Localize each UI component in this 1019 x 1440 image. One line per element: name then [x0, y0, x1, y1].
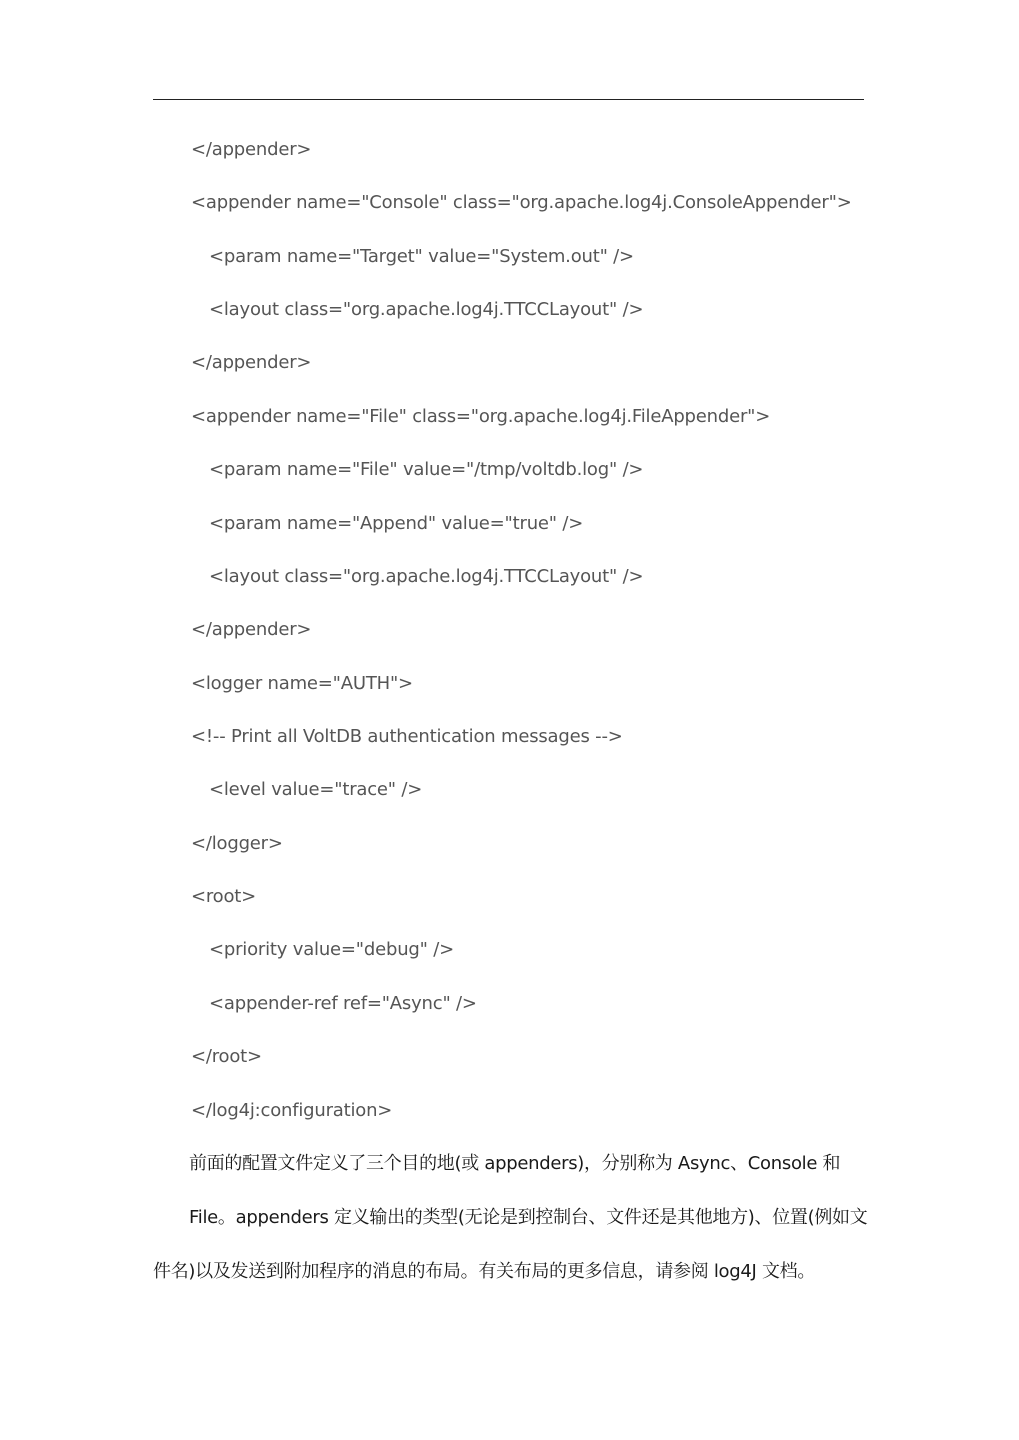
code-line: <level value="trace" />: [209, 779, 423, 800]
paragraph-line: File。appenders 定义输出的类型(无论是到控制台、文件还是其他地方)、位置(例如文: [189, 1207, 868, 1228]
code-line: <layout class="org.apache.log4j.TTCCLayout" />: [209, 566, 644, 587]
code-line: <appender name="File" class="org.apache.log4j.FileAppender">: [191, 406, 771, 427]
code-line: </root>: [191, 1046, 262, 1067]
paragraph-line: 前面的配置文件定义了三个目的地(或 appenders)，分别称为 Async、Console 和: [189, 1153, 841, 1174]
code-line: </log4j:configuration>: [191, 1100, 393, 1121]
code-line: <layout class="org.apache.log4j.TTCCLayout" />: [209, 299, 644, 320]
code-line: <param name="Target" value="System.out" />: [209, 246, 634, 267]
code-line: </logger>: [191, 833, 283, 854]
code-line: <logger name="AUTH">: [191, 673, 413, 694]
header-rule: [153, 99, 864, 100]
code-line: <!-- Print all VoltDB authentication messages -->: [191, 726, 623, 747]
code-line: <appender-ref ref="Async" />: [209, 993, 477, 1014]
code-line: <priority value="debug" />: [209, 939, 454, 960]
paragraph-line: 件名)以及发送到附加程序的消息的布局。有关布局的更多信息，请参阅 log4J 文档。: [153, 1261, 816, 1282]
code-line: <root>: [191, 886, 257, 907]
code-line: </appender>: [191, 619, 312, 640]
code-line: <param name="File" value="/tmp/voltdb.log" />: [209, 459, 644, 480]
code-line: </appender>: [191, 352, 312, 373]
code-line: <param name="Append" value="true" />: [209, 513, 584, 534]
code-line: <appender name="Console" class="org.apache.log4j.ConsoleAppender">: [191, 192, 852, 213]
code-line: </appender>: [191, 139, 312, 160]
